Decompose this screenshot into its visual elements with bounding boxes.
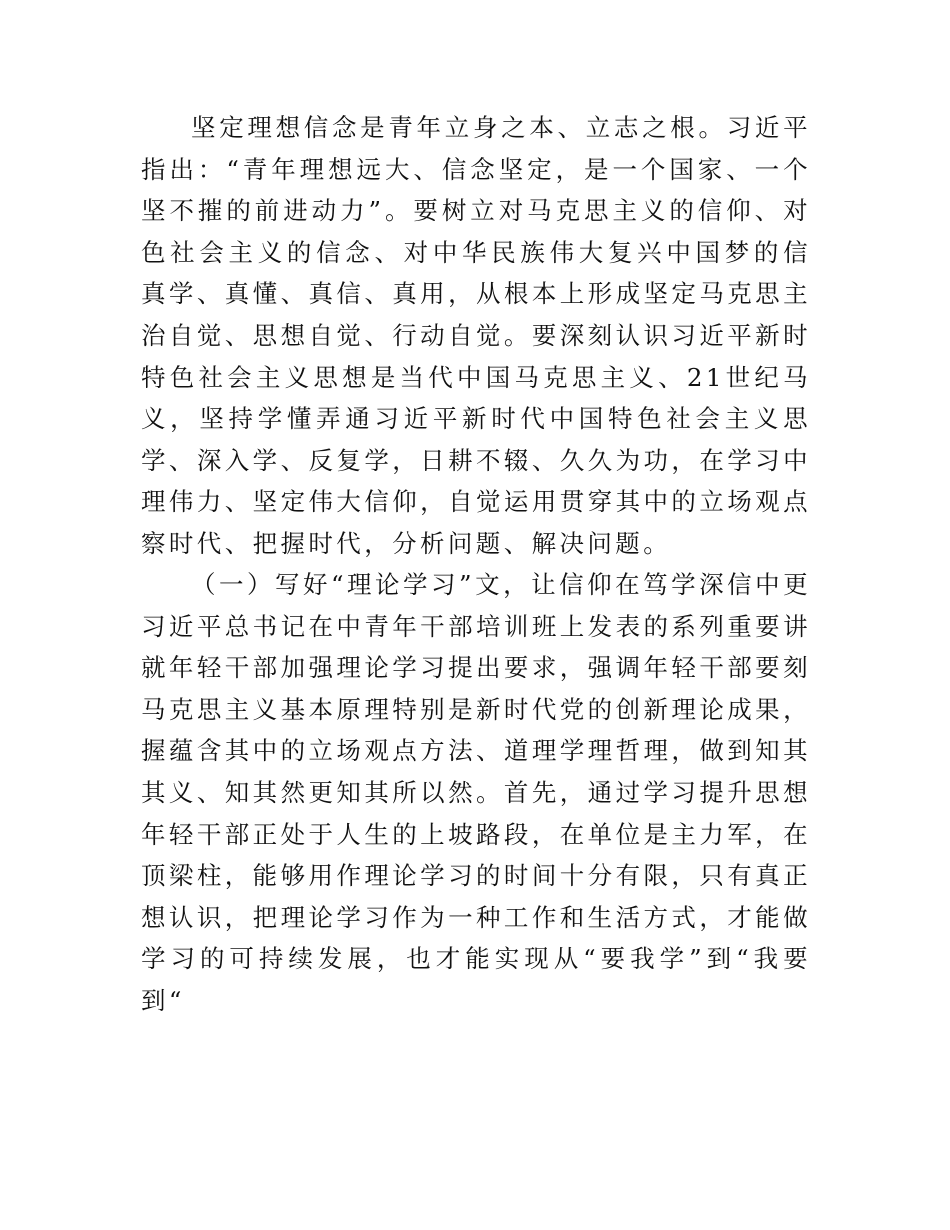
text-line: 握蕴含其中的立场观点方法、道理学理哲理，做到知其 [141,736,811,766]
text-line: 其义、知其然更知其所以然。首先，通过学习提升思想 [141,777,811,807]
text-line: 色社会主义的信念、对中华民族伟大复兴中国梦的信 [141,237,811,267]
paragraph-ideals-belief [141,107,811,565]
text-line: 理伟力、坚定伟大信仰，自觉运用贯穿其中的立场观点 [141,487,811,517]
paragraph-theory-study [141,564,811,1022]
text-line: 习近平总书记在中青年干部培训班上发表的系列重要讲 [141,611,811,641]
text-line: 年轻干部正处于人生的上坡路段，在单位是主力军，在 [141,819,811,849]
section-heading: （一）写好“理论学习”文，让信仰在笃学深信中更 [191,570,811,599]
text-line: 想认识，把理论学习作为一种工作和生活方式，才能做 [141,902,811,932]
text-line: 指出：“青年理想远大、信念坚定，是一个国家、一个 [141,154,811,184]
text-line: 顶梁柱，能够用作理论学习的时间十分有限，只有真正 [141,861,811,891]
text-line: 就年轻干部加强理论学习提出要求，强调年轻干部要刻 [141,653,811,683]
text-line: 马克思主义基本原理特别是新时代党的创新理论成果， [141,694,811,724]
text-line: 义，坚持学懂弄通习近平新时代中国特色社会主义思 [141,404,811,434]
text-line: 到“ [141,985,185,1015]
text-line: 学习的可持续发展，也才能实现从“要我学”到“我要 [141,944,811,974]
text-line: 察时代、把握时代，分析问题、解决问题。 [141,528,672,558]
text-line: 特色社会主义思想是当代中国马克思主义、21世纪马 [141,362,811,392]
text-line: 坚不摧的前进动力”。要树立对马克思主义的信仰、对 [141,196,811,226]
text-line: 真学、真懂、真信、真用，从根本上形成坚定马克思主 [141,279,811,309]
text-line: 坚定理想信念是青年立身之本、立志之根。习近平 [191,113,811,142]
text-line: 治自觉、思想自觉、行动自觉。要深刻认识习近平新时 [141,320,811,350]
text-line: 学、深入学、反复学，日耕不辍、久久为功，在学习中 [141,445,811,475]
